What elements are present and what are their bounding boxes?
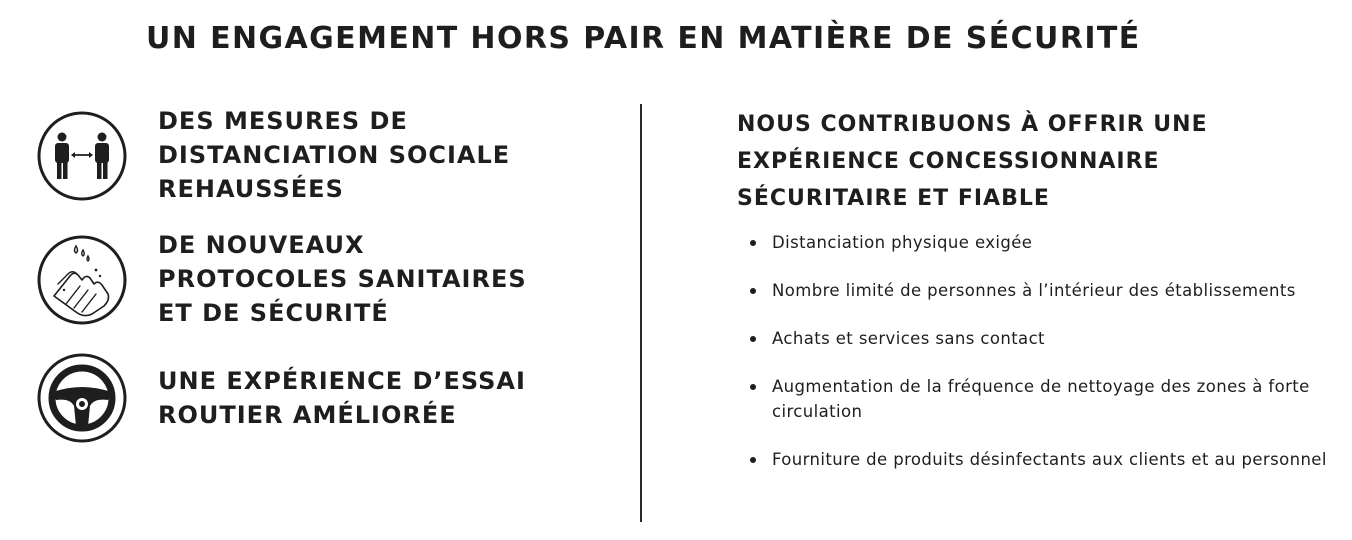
steering-wheel-icon: [36, 352, 128, 444]
feature-label: [158, 364, 578, 432]
list-item: [737, 326, 1327, 351]
feature-line: ET DE SÉCURITÉ: [158, 299, 389, 327]
page-title: UN ENGAGEMENT HORS PAIR EN MATIÈRE DE SÉCURITÉ: [146, 21, 1141, 56]
list-item: [737, 447, 1327, 472]
bullet-icon: [750, 336, 756, 342]
feature-line: REHAUSSÉES: [158, 175, 344, 203]
list-item-text: Achats et services sans contact: [772, 329, 1045, 348]
social-distancing-icon: [36, 110, 128, 202]
heading-line: EXPÉRIENCE CONCESSIONNAIRE: [737, 149, 1160, 174]
safety-measures-list: [737, 230, 1327, 495]
feature-line: DE NOUVEAUX: [158, 231, 365, 259]
list-item-text: Augmentation de la fréquence de nettoyage des zones à forte circulation: [772, 377, 1310, 421]
list-item-text: Nombre limité de personnes à l’intérieur des établissements: [772, 281, 1296, 300]
hand-washing-icon: [36, 234, 128, 326]
heading-line: SÉCURITAIRE ET FIABLE: [737, 186, 1050, 211]
feature-line: UNE EXPÉRIENCE D’ESSAI: [158, 367, 526, 395]
list-item: [737, 230, 1327, 255]
feature-label: [158, 228, 578, 330]
feature-line: DISTANCIATION SOCIALE: [158, 141, 511, 169]
list-item-text: Distanciation physique exigée: [772, 233, 1033, 252]
heading-line: NOUS CONTRIBUONS À OFFRIR UNE: [737, 112, 1208, 137]
list-item: [737, 278, 1327, 303]
bullet-icon: [750, 240, 756, 246]
feature-line: DES MESURES DE: [158, 107, 408, 135]
bullet-icon: [750, 384, 756, 390]
bullet-icon: [750, 457, 756, 463]
vertical-divider: [640, 104, 642, 522]
list-item: [737, 374, 1327, 424]
feature-label: [158, 104, 578, 206]
bullet-icon: [750, 288, 756, 294]
feature-line: PROTOCOLES SANITAIRES: [158, 265, 527, 293]
right-heading: [737, 106, 1297, 217]
feature-line: ROUTIER AMÉLIORÉE: [158, 401, 457, 429]
list-item-text: Fourniture de produits désinfectants aux clients et au personnel: [772, 450, 1327, 469]
